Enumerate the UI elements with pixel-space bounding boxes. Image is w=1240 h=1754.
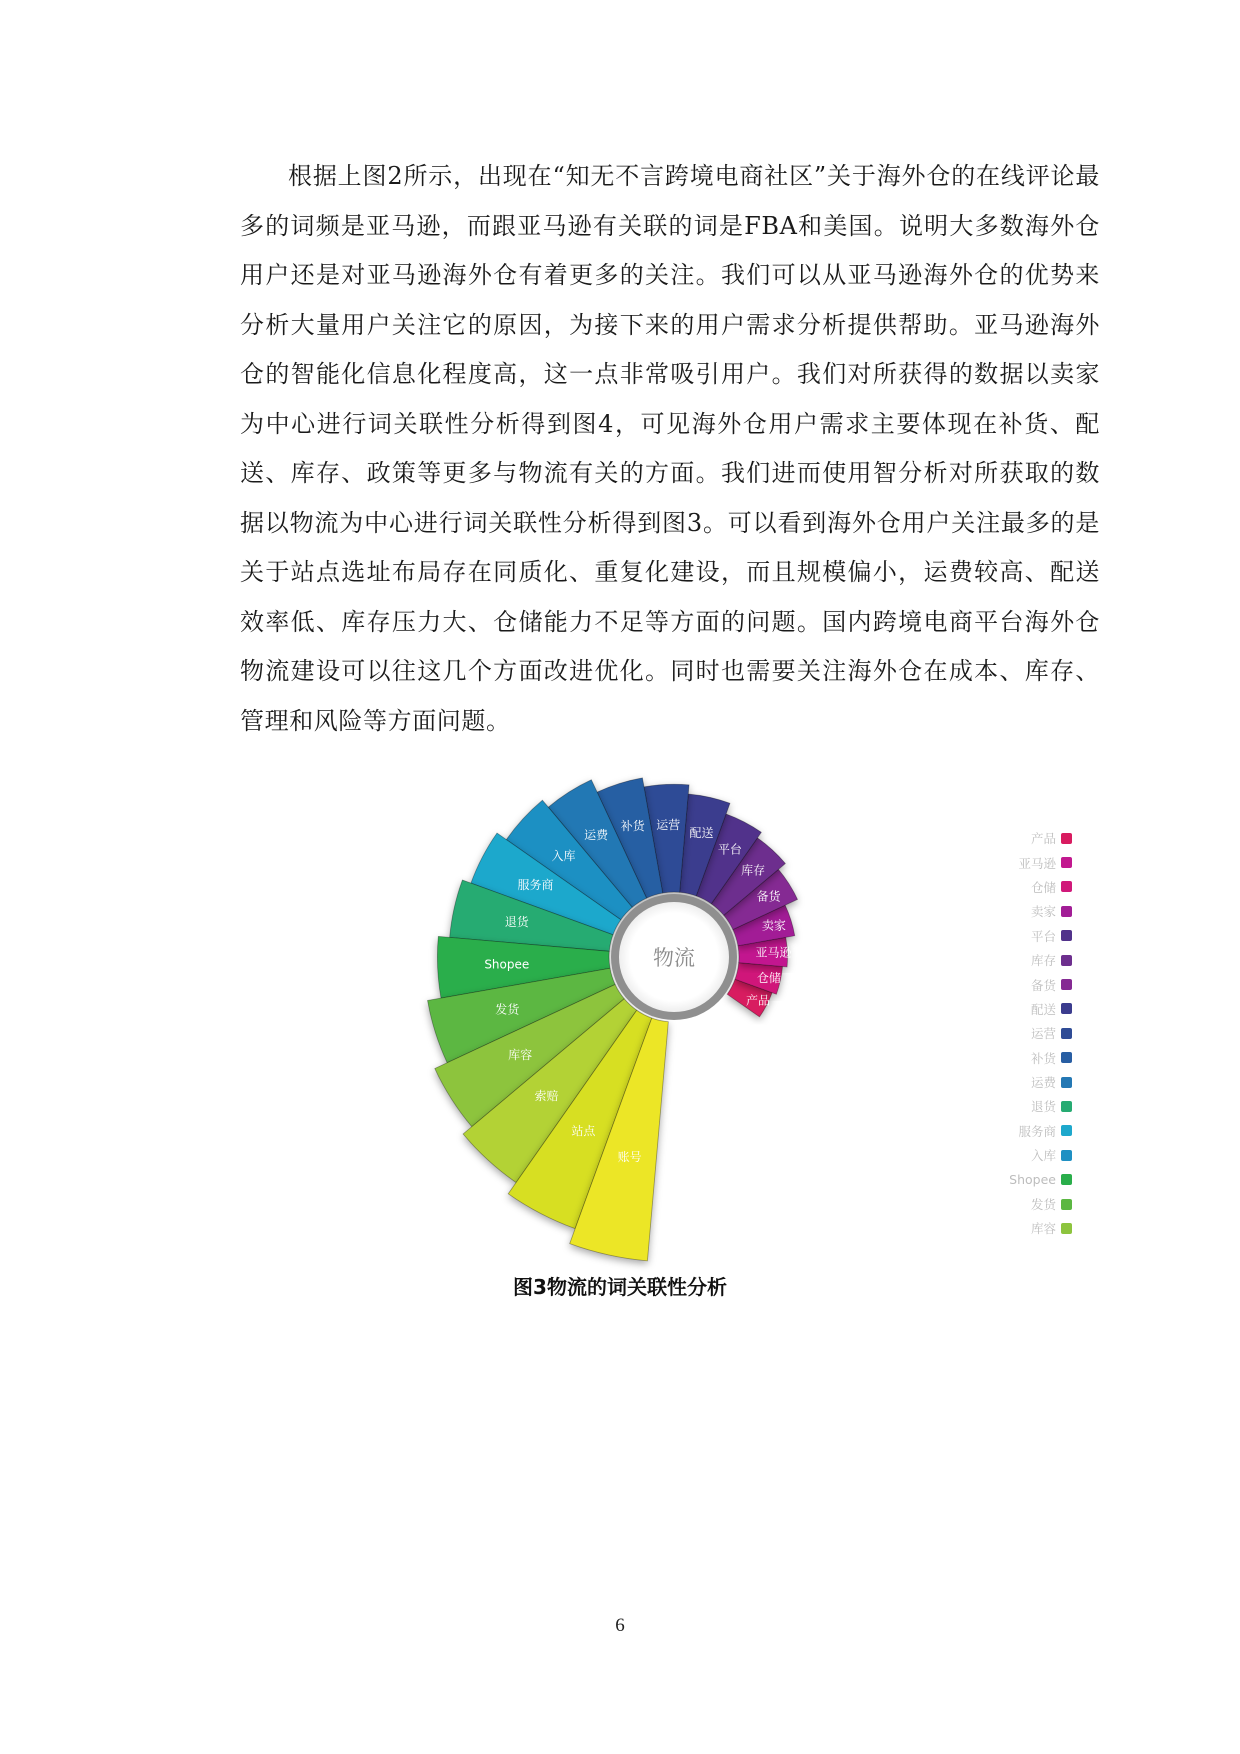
- legend-swatch: [1061, 1052, 1072, 1063]
- legend-item-卖家[interactable]: [960, 899, 1072, 923]
- legend-label: 备货: [1030, 977, 1056, 993]
- legend-label: 退货: [1030, 1099, 1056, 1115]
- legend-item-入库[interactable]: [960, 1143, 1072, 1167]
- legend-item-运营[interactable]: [960, 1021, 1072, 1045]
- legend-swatch: [1061, 930, 1072, 941]
- legend-item-运费[interactable]: [960, 1070, 1072, 1094]
- body-paragraph: 根据上图2所示，出现在“知无不言跨境电商社区”关于海外仓的在线评论最多的词频是亚马逊，而跟亚马逊有关联的词是FBA和美国。说明大多数海外仓用户还是对亚马逊海外仓有着更多的关注。我们可以从亚马逊海外仓的优势来分析大量用户关注它的原因，为接下来的用户需求分析提供帮助。亚马逊海外仓的智能化信息化程度高，这一点非常吸引用户。我们对所获得的数据以卖家为中心进行词关联性分析得到图4，可见海外仓用户需求主要体现在补货、配送、库存、政策等更多与物流有关的方面。我们进而使用智分析对所获取的数据以物流为中心进行词关联性分析得到图3。可以看到海外仓用户关注最多的是关于站点选址布局存在同质化、重复化建设，而且规模偏小，运费较高、配送效率低、库存压力大、仓储能力不足等方面的问题。国内跨境电商平台海外仓物流建设可以往这几个方面改进优化。同时也需要关注海外仓在成本、库存、管理和风险等方面问题。: [240, 162, 1100, 735]
- chart-segments: [428, 778, 798, 1261]
- page-number: 6: [615, 1615, 625, 1636]
- legend-label: 配送: [1030, 1001, 1056, 1017]
- legend-label: 卖家: [1030, 904, 1056, 920]
- segment-label-补货: 补货: [620, 819, 645, 834]
- segment-label-库存: 库存: [741, 863, 766, 878]
- legend-label: 产品: [1030, 831, 1056, 847]
- segment-label-服务商: 服务商: [517, 877, 554, 892]
- legend-swatch: [1061, 1150, 1072, 1161]
- segment-label-卖家: 卖家: [761, 918, 786, 933]
- legend-swatch: [1061, 906, 1072, 917]
- legend-label: 入库: [1030, 1148, 1056, 1164]
- legend-swatch: [1061, 1199, 1072, 1210]
- legend-item-库容[interactable]: [960, 1216, 1072, 1240]
- legend-item-库存[interactable]: [960, 948, 1072, 972]
- legend-item-服务商[interactable]: [960, 1119, 1072, 1143]
- legend-item-亚马逊[interactable]: [960, 850, 1072, 874]
- legend-swatch: [1061, 1223, 1072, 1234]
- legend-swatch: [1061, 1174, 1072, 1185]
- segment-label-平台: 平台: [717, 842, 742, 857]
- radial-chart: [484, 817, 900, 1260]
- segment-label-备货: 备货: [756, 889, 781, 904]
- legend-label: 库容: [1030, 1221, 1056, 1237]
- center-label: 物流: [653, 946, 695, 970]
- legend-label: 仓储: [1030, 879, 1056, 895]
- legend-item-补货[interactable]: [960, 1046, 1072, 1070]
- segment-label-账号: 账号: [617, 1150, 642, 1165]
- legend-item-产品[interactable]: [960, 826, 1072, 850]
- segment-label-运费: 运费: [584, 827, 609, 842]
- figure-caption: 图3物流的词关联性分析: [513, 1275, 727, 1299]
- legend-label: 运费: [1030, 1075, 1056, 1091]
- legend-item-发货[interactable]: [960, 1192, 1072, 1216]
- chart-legend: [960, 826, 1072, 1241]
- segment-label-发货: 发货: [495, 1002, 520, 1017]
- legend-swatch: [1061, 881, 1072, 892]
- segment-label-索赔: 索赔: [534, 1089, 559, 1104]
- segment-label-配送: 配送: [689, 825, 714, 840]
- segment-label-仓储: 仓储: [756, 971, 781, 986]
- legend-swatch: [1061, 1028, 1072, 1039]
- legend-item-配送[interactable]: [960, 997, 1072, 1021]
- legend-label: 补货: [1030, 1050, 1056, 1066]
- segment-label-站点: 站点: [571, 1124, 596, 1139]
- legend-item-退货[interactable]: [960, 1094, 1072, 1118]
- legend-label: 服务商: [1018, 1123, 1056, 1139]
- segment-label-产品: 产品: [745, 993, 770, 1008]
- legend-item-平台[interactable]: [960, 924, 1072, 948]
- legend-item-仓储[interactable]: [960, 875, 1072, 899]
- legend-swatch: [1061, 857, 1072, 868]
- legend-swatch: [1061, 1125, 1072, 1136]
- segment-label-入库: 入库: [551, 848, 576, 863]
- legend-label: 平台: [1030, 928, 1056, 944]
- legend-label: Shopee: [1009, 1172, 1056, 1188]
- segment-label-Shopee: Shopee: [484, 957, 530, 972]
- legend-label: 发货: [1030, 1197, 1056, 1213]
- legend-swatch: [1061, 979, 1072, 990]
- legend-label: 库存: [1030, 953, 1056, 969]
- legend-swatch: [1061, 1101, 1072, 1112]
- segment-label-亚马逊: 亚马逊: [755, 945, 792, 960]
- legend-swatch: [1061, 1077, 1072, 1088]
- legend-item-备货[interactable]: [960, 972, 1072, 996]
- legend-label: 亚马逊: [1018, 855, 1056, 871]
- legend-swatch: [1061, 1003, 1072, 1014]
- segment-label-退货: 退货: [504, 915, 529, 930]
- legend-swatch: [1061, 833, 1072, 844]
- legend-swatch: [1061, 955, 1072, 966]
- segment-label-库容: 库容: [508, 1048, 533, 1063]
- legend-item-Shopee[interactable]: [960, 1167, 1072, 1191]
- legend-label: 运营: [1030, 1026, 1056, 1042]
- segment-label-运营: 运营: [656, 817, 681, 832]
